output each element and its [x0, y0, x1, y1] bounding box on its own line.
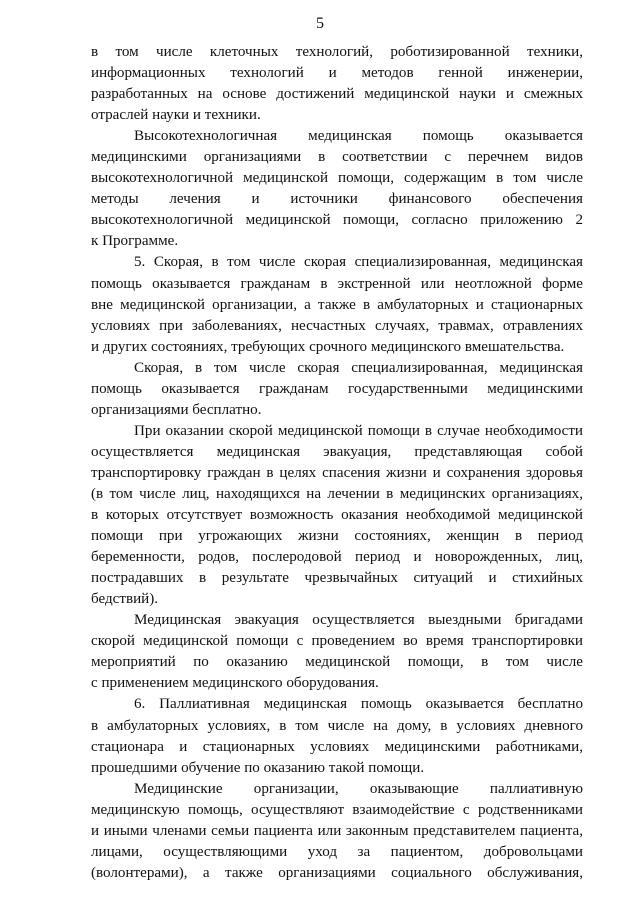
text-line: 6. Паллиативная медицинская помощь оказывается бесплатно — [134, 696, 583, 713]
body-text — [91, 42, 583, 884]
text-line: в амбулаторных условиях, в том числе на дому, в условиях дневного — [91, 717, 583, 734]
text-line: организациями бесплатно. — [91, 401, 262, 418]
text-line: помощь оказывается гражданам государственными медицинскими — [91, 380, 583, 397]
text-line: осуществляется медицинская эвакуация, представляющая собой — [91, 443, 583, 460]
text-line: мероприятий по оказанию медицинской помощи, в том числе — [91, 654, 583, 671]
text-line: стационара и стационарных условиях медицинскими работниками, — [91, 738, 583, 755]
text-line: При оказании скорой медицинской помощи в случае необходимости — [134, 422, 583, 439]
text-line: лицами, осуществляющими уход за пациентом, добровольцами — [91, 843, 583, 860]
text-line: с применением медицинского оборудования. — [91, 675, 379, 692]
text-line: (волонтерами), а также организациями социального обслуживания, — [91, 864, 583, 881]
text-line: к Программе. — [91, 233, 179, 250]
text-line: условиях при заболеваниях, несчастных случаях, травмах, отравлениях — [91, 317, 583, 334]
text-line: (в том числе лиц, находящихся на лечении в медицинских организациях, — [91, 485, 583, 502]
text-line: прошедшими обучение по оказанию такой помощи. — [91, 759, 425, 776]
text-line: информационных технологий и методов генной инженерии, — [91, 65, 583, 82]
text-line: Медицинская эвакуация осуществляется выездными бригадами — [134, 612, 583, 629]
text-line: разработанных на основе достижений медицинской науки и смежных — [91, 86, 583, 103]
page-number: 5 — [316, 15, 324, 32]
text-line: беременности, родов, послеродовой период и новорожденных, лиц, — [91, 549, 583, 566]
text-line: медицинскими организациями в соответствии с перечнем видов — [91, 149, 583, 166]
text-line: отраслей науки и техники. — [91, 107, 261, 124]
text-line: транспортировку граждан в целях спасения жизни и сохранения здоровья — [91, 464, 583, 481]
text-line: пострадавших в результате чрезвычайных ситуаций и стихийных — [91, 570, 583, 587]
text-line: методы лечения и источники финансового обеспечения — [91, 191, 583, 208]
text-line: в которых отсутствует возможность оказания необходимой медицинской — [91, 507, 583, 524]
text-line: медицинскую помощь, осуществляют взаимодействие с родственниками — [91, 801, 583, 818]
text-line: помощи при угрожающих жизни состояниях, женщин в период — [91, 528, 583, 545]
text-line: Высокотехнологичная медицинская помощь оказывается — [134, 128, 583, 145]
text-line: вне медицинской организации, а также в амбулаторных и стационарных — [91, 296, 583, 313]
text-line: бедствий). — [91, 591, 159, 608]
text-line: высокотехнологичной медицинской помощи, содержащим в том числе — [91, 170, 583, 187]
text-line: в том числе клеточных технологий, роботизированной техники, — [91, 44, 583, 60]
text-line: Медицинские организации, оказывающие паллиативную — [134, 780, 583, 797]
text-line: помощь оказывается гражданам в экстренной или неотложной форме — [91, 275, 583, 292]
text-line: высокотехнологичной медицинской помощи, согласно приложению 2 — [91, 212, 583, 229]
text-line: и иными членами семьи пациента или законным представителем пациента, — [91, 822, 583, 839]
text-line: Скорая, в том числе скорая специализированная, медицинская — [134, 359, 583, 376]
text-line: и других состояниях, требующих срочного медицинского вмешательства. — [91, 338, 565, 355]
text-line: 5. Скорая, в том числе скорая специализированная, медицинская — [134, 254, 583, 271]
text-line: скорой медицинской помощи с проведением во время транспортировки — [91, 633, 583, 650]
